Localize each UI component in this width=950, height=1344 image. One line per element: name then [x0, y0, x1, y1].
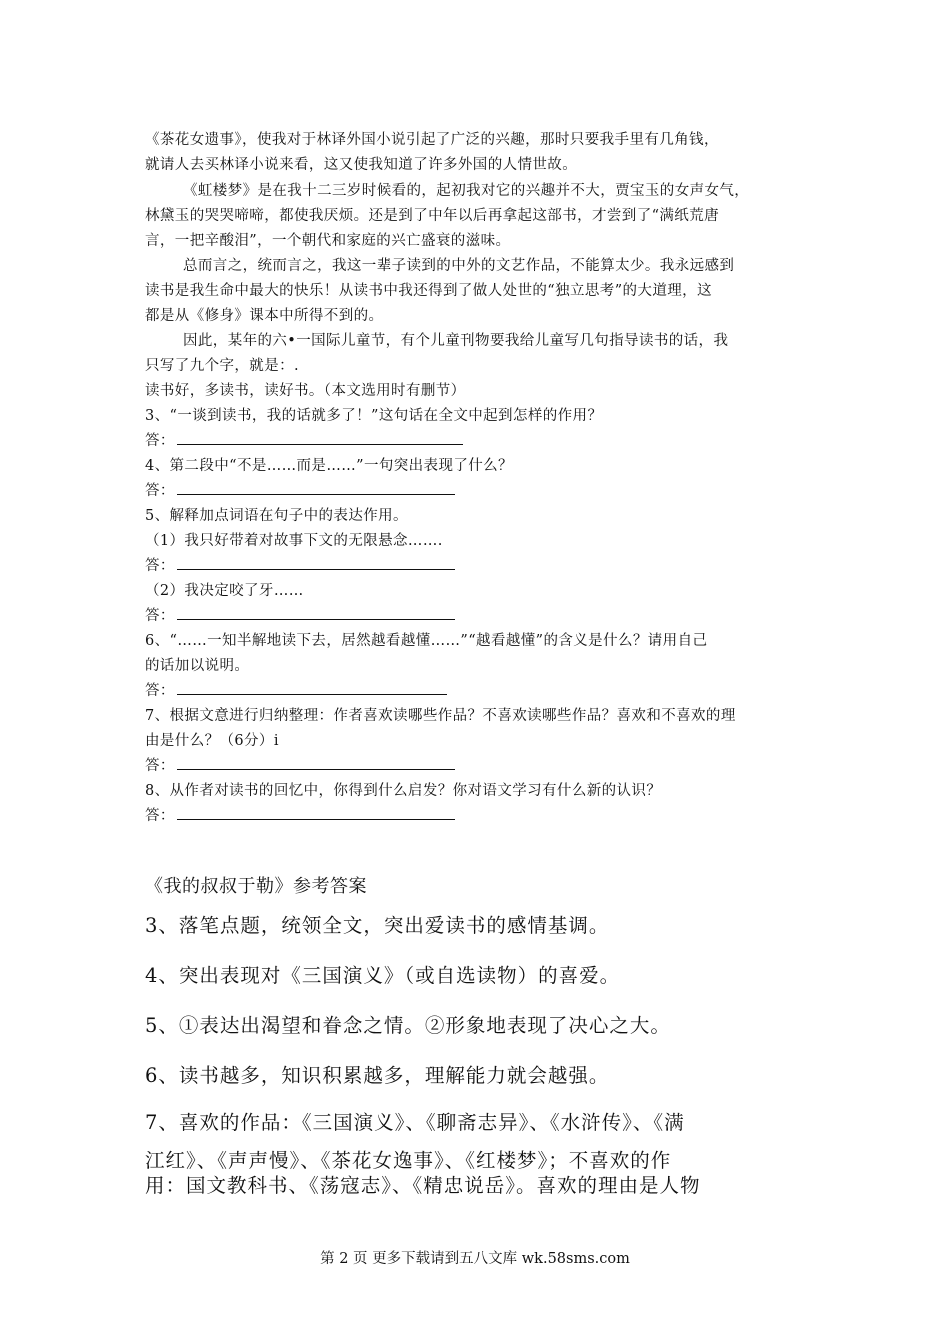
answer-5: 5、①表达出渴望和眷念之情。②形象地表现了决心之大。	[145, 1014, 671, 1037]
passage-line: 只写了九个字，就是：.	[145, 358, 300, 374]
answer-blank-7[interactable]: 答：	[145, 754, 455, 775]
question-5-2: （2）我决定咬了牙……	[145, 583, 304, 599]
question-7-cont: 由是什么？（6分）i	[145, 733, 279, 749]
question-6-cont: 的话加以说明。	[145, 658, 250, 674]
answer-blank-8[interactable]: 答：	[145, 804, 455, 825]
question-3: 3、“一谈到读书，我的话就多了！”这句话在全文中起到怎样的作用？	[145, 408, 603, 424]
answer-blank-5-1[interactable]: 答：	[145, 554, 455, 575]
answers-title: 《我的叔叔于勒》参考答案	[145, 876, 367, 897]
answer-6: 6、读书越多，知识积累越多，理解能力就会越强。	[145, 1064, 610, 1087]
answer-7-cont: 用：国文教科书、《荡寇志》、《精忠说岳》。喜欢的理由是人物	[145, 1174, 701, 1197]
answer-4: 4、突出表现对《三国演义》（或自选读物）的喜爱。	[145, 964, 621, 987]
answer-blank-3[interactable]: 答：	[145, 429, 463, 450]
passage-line: 《茶花女遗事》，使我对于林译外国小说引起了广泛的兴趣，那时只要我手里有几角钱，	[145, 132, 719, 148]
answer-blank-4[interactable]: 答：	[145, 479, 455, 500]
passage-line: 言，一把辛酸泪”，一个朝代和家庭的兴亡盛衰的滋味。	[145, 233, 511, 249]
answer-7: 7、喜欢的作品：《三国演义》、《聊斋志异》、《水浒传》、《满	[145, 1111, 685, 1134]
question-6: 6、“……一知半解地读下去，居然越看越懂……”“越看越懂”的含义是什么？请用自己	[145, 633, 708, 649]
answer-3: 3、落笔点题，统领全文，突出爱读书的感情基调。	[145, 914, 610, 937]
answer-7-cont: 江红》、《声声慢》、《茶花女逸事》、《红楼梦》；不喜欢的作	[145, 1149, 672, 1172]
passage-line: 因此，某年的六•一国际儿童节，有个儿童刊物要我给儿童写几句指导读书的话，我	[183, 333, 729, 349]
question-5: 5、解释加点词语在句子中的表达作用。	[145, 508, 408, 524]
passage-line: 就请人去买林译小说来看，这又使我知道了许多外国的人情世故。	[145, 157, 578, 173]
passage-line: 读书好，多读书，读好书。（本文选用时有删节）	[145, 383, 466, 399]
question-8: 8、从作者对读书的回忆中，你得到什么启发？你对语文学习有什么新的认识？	[145, 783, 662, 799]
answer-blank-5-2[interactable]: 答：	[145, 604, 455, 625]
question-4: 4、第二段中“不是……而是……”一句突出表现了什么？	[145, 458, 513, 474]
passage-line: 都是从《修身》课本中所得不到的。	[145, 308, 384, 324]
answer-blank-6[interactable]: 答：	[145, 679, 447, 700]
passage-line: 读书是我生命中最大的快乐！从读书中我还得到了做人处世的“独立思考”的大道理，这	[145, 283, 712, 299]
passage-line: 总而言之，统而言之，我这一辈子读到的中外的文艺作品，不能算太少。我永远感到	[183, 258, 735, 274]
page-footer: 第 2 页 更多下载请到五八文库 wk.58sms.com	[320, 1251, 630, 1267]
passage-line: 《虹楼梦》是在我十二三岁时候看的，起初我对它的兴趣并不大，贾宝玉的女声女气，	[183, 183, 750, 199]
question-7: 7、根据文意进行归纳整理：作者喜欢读哪些作品？不喜欢读哪些作品？喜欢和不喜欢的理	[145, 708, 736, 724]
question-5-1: （1）我只好带着对故事下文的无限悬念…….	[145, 533, 443, 549]
passage-line: 林黛玉的哭哭啼啼，都使我厌烦。还是到了中年以后再拿起这部书，才尝到了“满纸荒唐	[145, 208, 720, 224]
